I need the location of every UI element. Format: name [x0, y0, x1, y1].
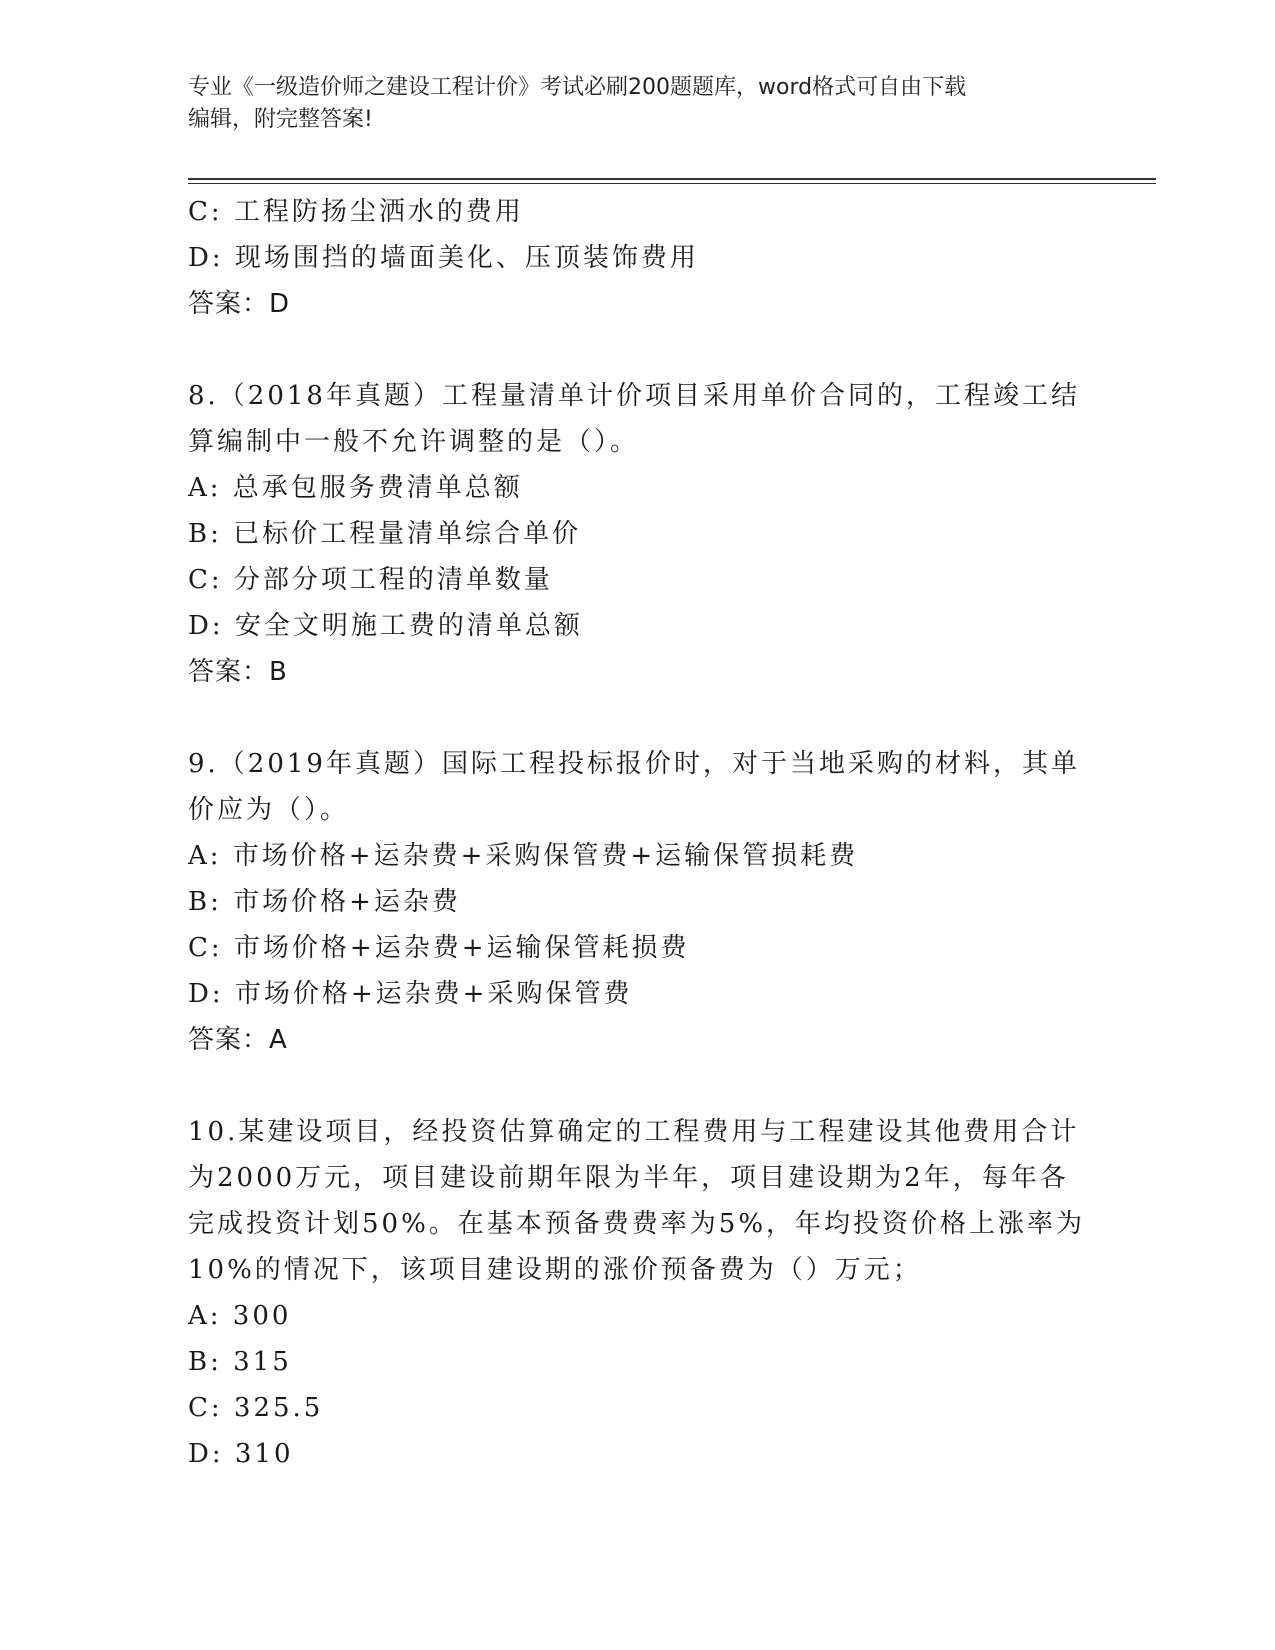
document-body: [188, 189, 1088, 1477]
header-divider-thin: [188, 183, 1156, 184]
option-d: D: 市场价格+运杂费+采购保管费: [188, 979, 633, 1009]
option-d: D: 310: [188, 1439, 294, 1469]
question-stem-line: 算编制中一般不允许调整的是（）。: [188, 427, 640, 457]
option-a: A: 300: [188, 1301, 292, 1331]
question-10: [188, 1109, 1088, 1477]
question-stem-line: 完成投资计划50%。在基本预备费费率为5%，年均投资价格上涨率为: [188, 1209, 1086, 1239]
option-c: C: 分部分项工程的清单数量: [188, 565, 553, 595]
previous-question-tail: [188, 189, 1088, 327]
question-stem-line: 价应为（）。: [188, 795, 350, 825]
answer-line: 答案：D: [188, 289, 291, 319]
option-d: D: 现场围挡的墙面美化、压顶装饰费用: [188, 243, 699, 273]
header-line-2: 编辑，附完整答案!: [188, 107, 373, 132]
header-divider-thick: [188, 178, 1156, 180]
option-b: B: 315: [188, 1347, 292, 1377]
question-stem-line: 10.某建设项目，经投资估算确定的工程费用与工程建设其他费用合计: [188, 1117, 1080, 1147]
question-stem-line: 10%的情况下，该项目建设期的涨价预备费为（）万元；: [188, 1255, 922, 1285]
answer-line: 答案：B: [188, 657, 288, 687]
option-a: A: 市场价格+运杂费+采购保管费+运输保管损耗费: [188, 841, 859, 871]
document-header: [188, 72, 1068, 136]
question-stem-line: 8.（2018年真题）工程量清单计价项目采用单价合同的，工程竣工结: [188, 381, 1080, 411]
question-9: [188, 741, 1088, 1063]
option-b: B: 已标价工程量清单综合单价: [188, 519, 582, 549]
option-a: A: 总承包服务费清单总额: [188, 473, 523, 503]
option-c: C: 325.5: [188, 1393, 324, 1423]
question-8: [188, 373, 1088, 695]
option-b: B: 市场价格+运杂费: [188, 887, 461, 917]
question-stem-line: 为2000万元，项目建设前期年限为半年，项目建设期为2年，每年各: [188, 1163, 1069, 1193]
option-c: C: 市场价格+运杂费+运输保管耗损费: [188, 933, 690, 963]
header-line-1: 专业《一级造价师之建设工程计价》考试必刷200题题库，word格式可自由下载: [188, 75, 967, 100]
question-stem-line: 9.（2019年真题）国际工程投标报价时，对于当地采购的材料，其单: [188, 749, 1080, 779]
option-c: C: 工程防扬尘洒水的费用: [188, 197, 524, 227]
answer-line: 答案：A: [188, 1025, 288, 1055]
option-d: D: 安全文明施工费的清单总额: [188, 611, 583, 641]
